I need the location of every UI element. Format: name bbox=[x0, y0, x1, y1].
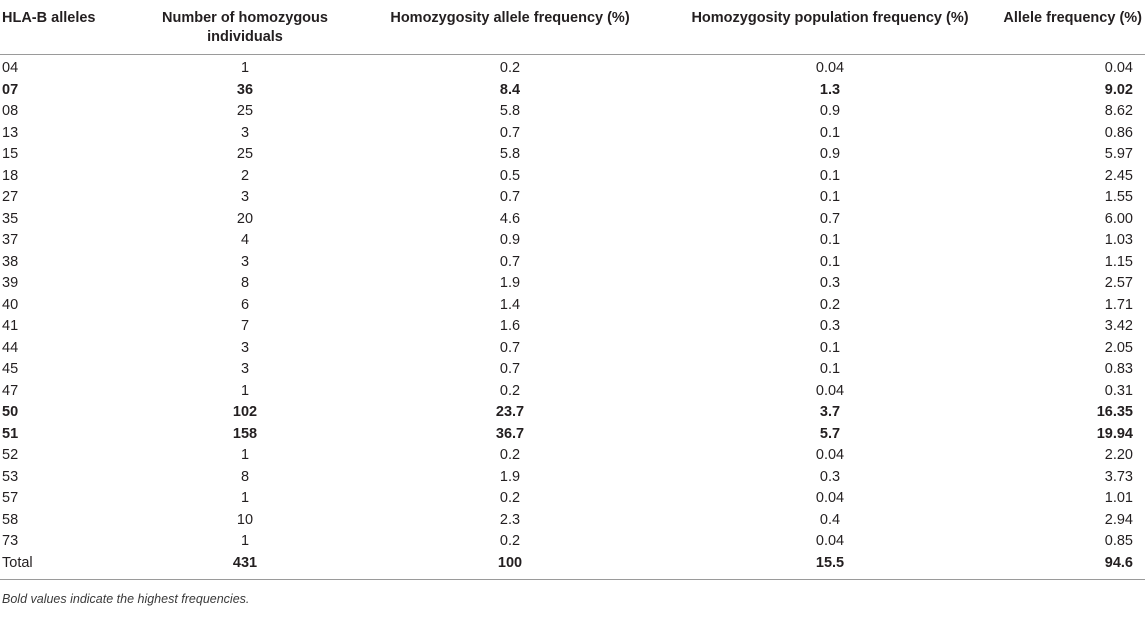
cell-allele-freq: 1.15 bbox=[1104, 253, 1133, 270]
cell-allele-freq: 2.94 bbox=[1104, 511, 1133, 528]
cell-allele: 47 bbox=[2, 382, 19, 399]
cell-allele-freq: 1.71 bbox=[1104, 296, 1133, 313]
cell-homozygosity-population-freq: 5.7 bbox=[819, 425, 841, 442]
cell-allele-freq: 2.45 bbox=[1104, 167, 1133, 184]
cell-homozygosity-allele-freq: 0.2 bbox=[499, 447, 521, 463]
cell-allele: 13 bbox=[2, 124, 19, 141]
cell-homozygous-count: 20 bbox=[236, 210, 254, 227]
total-homozygosity-allele-freq: 100 bbox=[340, 553, 680, 580]
cell-allele-freq: 0.85 bbox=[1104, 533, 1133, 549]
table-row bbox=[0, 166, 1145, 188]
cell-homozygosity-population-freq: 0.04 bbox=[815, 447, 845, 463]
cell-allele-freq: 8.62 bbox=[1104, 103, 1133, 119]
cell-allele: 27 bbox=[2, 189, 19, 205]
header-homozygosity-allele-frequency: Homozygosity allele frequency (%) bbox=[340, 0, 680, 55]
cell-homozygous-count: 1 bbox=[240, 60, 250, 76]
cell-homozygosity-allele-freq: 8.4 bbox=[499, 81, 521, 98]
cell-allele: 73 bbox=[2, 533, 19, 549]
cell-allele: 07 bbox=[2, 81, 19, 98]
cell-allele: 37 bbox=[2, 232, 19, 248]
cell-allele: 35 bbox=[2, 210, 19, 227]
cell-homozygosity-population-freq: 1.3 bbox=[819, 81, 841, 98]
cell-allele: 39 bbox=[2, 275, 19, 291]
cell-allele: 41 bbox=[2, 318, 19, 334]
table-row bbox=[0, 510, 1145, 532]
cell-allele-freq: 0.83 bbox=[1104, 361, 1133, 377]
table-row bbox=[0, 359, 1145, 381]
cell-allele: 15 bbox=[2, 146, 19, 162]
cell-homozygosity-allele-freq: 0.7 bbox=[499, 189, 521, 205]
cell-homozygosity-allele-freq: 36.7 bbox=[495, 425, 525, 442]
cell-homozygosity-allele-freq: 4.6 bbox=[499, 210, 521, 227]
cell-homozygous-count: 4 bbox=[240, 232, 250, 248]
cell-homozygosity-allele-freq: 5.8 bbox=[499, 146, 521, 162]
cell-homozygous-count: 8 bbox=[240, 275, 250, 291]
cell-homozygosity-allele-freq: 1.6 bbox=[499, 318, 521, 334]
cell-homozygosity-population-freq: 0.04 bbox=[815, 533, 845, 549]
cell-allele: 50 bbox=[2, 404, 19, 420]
cell-homozygosity-allele-freq: 0.2 bbox=[499, 533, 521, 549]
cell-homozygous-count: 3 bbox=[240, 339, 250, 356]
cell-homozygosity-allele-freq: 0.7 bbox=[499, 361, 521, 377]
cell-allele-freq: 1.55 bbox=[1104, 189, 1133, 205]
cell-homozygous-count: 1 bbox=[240, 490, 250, 506]
table-row bbox=[0, 80, 1145, 102]
header-hla-b-alleles: HLA-B alleles bbox=[0, 0, 150, 55]
cell-allele-freq: 2.05 bbox=[1104, 339, 1133, 356]
cell-homozygous-count: 2 bbox=[240, 167, 250, 184]
cell-homozygosity-population-freq: 0.1 bbox=[819, 339, 841, 356]
cell-homozygous-count: 3 bbox=[240, 124, 250, 141]
cell-allele-freq: 0.31 bbox=[1104, 382, 1133, 399]
cell-homozygous-count: 25 bbox=[236, 103, 254, 119]
table-row bbox=[0, 295, 1145, 317]
table-row bbox=[0, 123, 1145, 145]
cell-allele-freq: 9.02 bbox=[1104, 81, 1133, 98]
cell-homozygosity-population-freq: 0.9 bbox=[819, 146, 841, 162]
cell-allele: 52 bbox=[2, 447, 19, 463]
cell-allele: 44 bbox=[2, 339, 19, 356]
cell-allele-freq: 2.20 bbox=[1104, 447, 1133, 463]
cell-homozygosity-allele-freq: 0.5 bbox=[499, 167, 521, 184]
cell-homozygous-count: 8 bbox=[240, 468, 250, 485]
table-footnote: Bold values indicate the highest frequencies. bbox=[2, 592, 250, 606]
cell-homozygosity-population-freq: 0.9 bbox=[819, 103, 841, 119]
cell-allele: 40 bbox=[2, 296, 19, 313]
cell-allele-freq: 2.57 bbox=[1104, 275, 1133, 291]
cell-homozygosity-population-freq: 0.1 bbox=[819, 124, 841, 141]
cell-homozygosity-allele-freq: 0.2 bbox=[499, 490, 521, 506]
cell-homozygosity-population-freq: 0.04 bbox=[815, 382, 845, 399]
cell-homozygous-count: 25 bbox=[236, 146, 254, 162]
cell-homozygosity-allele-freq: 0.9 bbox=[499, 232, 521, 248]
cell-homozygosity-population-freq: 0.2 bbox=[819, 296, 841, 313]
table-row bbox=[0, 101, 1145, 123]
cell-homozygosity-population-freq: 3.7 bbox=[819, 404, 841, 420]
cell-allele: 51 bbox=[2, 425, 19, 442]
cell-homozygosity-population-freq: 0.1 bbox=[819, 361, 841, 377]
total-row bbox=[0, 553, 1145, 580]
table-row bbox=[0, 252, 1145, 274]
cell-homozygous-count: 7 bbox=[240, 318, 250, 334]
header-homozygosity-population-frequency: Homozygosity population frequency (%) bbox=[680, 0, 980, 55]
cell-allele-freq: 0.04 bbox=[1104, 60, 1133, 76]
cell-allele: 38 bbox=[2, 253, 19, 270]
cell-homozygosity-allele-freq: 0.2 bbox=[499, 60, 521, 76]
cell-allele-freq: 0.86 bbox=[1104, 124, 1133, 141]
cell-homozygosity-allele-freq: 1.9 bbox=[499, 275, 521, 291]
cell-allele-freq: 6.00 bbox=[1104, 210, 1133, 227]
cell-homozygous-count: 102 bbox=[232, 404, 258, 420]
table-row bbox=[0, 273, 1145, 295]
header-allele-frequency: Allele frequency (%) bbox=[980, 0, 1145, 55]
cell-homozygous-count: 3 bbox=[240, 189, 250, 205]
cell-allele: 45 bbox=[2, 361, 19, 377]
cell-homozygosity-allele-freq: 0.7 bbox=[499, 339, 521, 356]
total-label: Total bbox=[0, 553, 150, 580]
header-number-homozygous: Number of homozygous individuals bbox=[150, 0, 340, 55]
table-body bbox=[0, 55, 1145, 580]
cell-homozygous-count: 3 bbox=[240, 361, 250, 377]
table-row bbox=[0, 316, 1145, 338]
total-homozygosity-population-freq: 15.5 bbox=[680, 553, 980, 580]
cell-homozygous-count: 3 bbox=[240, 253, 250, 270]
cell-allele: 58 bbox=[2, 511, 19, 528]
cell-allele: 53 bbox=[2, 468, 19, 485]
cell-homozygosity-population-freq: 0.1 bbox=[819, 167, 841, 184]
table-row bbox=[0, 55, 1145, 80]
table-row bbox=[0, 402, 1145, 424]
cell-homozygosity-population-freq: 0.1 bbox=[819, 189, 841, 205]
cell-homozygosity-allele-freq: 5.8 bbox=[499, 103, 521, 119]
cell-homozygosity-allele-freq: 0.7 bbox=[499, 253, 521, 270]
cell-allele-freq: 1.03 bbox=[1104, 232, 1133, 248]
cell-homozygous-count: 158 bbox=[232, 425, 258, 442]
cell-allele-freq: 16.35 bbox=[1096, 404, 1133, 420]
cell-allele: 04 bbox=[2, 60, 19, 76]
table-row bbox=[0, 338, 1145, 360]
table-row bbox=[0, 381, 1145, 403]
cell-allele: 18 bbox=[2, 167, 19, 184]
table-row bbox=[0, 445, 1145, 467]
cell-homozygous-count: 1 bbox=[240, 382, 250, 399]
total-allele-freq: 94.6 bbox=[980, 553, 1145, 580]
table-row bbox=[0, 230, 1145, 252]
cell-homozygosity-allele-freq: 0.7 bbox=[499, 124, 521, 141]
cell-homozygosity-population-freq: 0.04 bbox=[815, 60, 845, 76]
header-row bbox=[0, 0, 1145, 55]
cell-homozygosity-population-freq: 0.04 bbox=[815, 490, 845, 506]
cell-allele-freq: 3.42 bbox=[1104, 318, 1133, 334]
cell-homozygous-count: 36 bbox=[236, 81, 254, 98]
cell-homozygosity-population-freq: 0.3 bbox=[819, 468, 841, 485]
table-row bbox=[0, 209, 1145, 231]
cell-homozygosity-allele-freq: 2.3 bbox=[499, 511, 521, 528]
table-row bbox=[0, 467, 1145, 489]
cell-homozygous-count: 10 bbox=[236, 511, 254, 528]
cell-allele-freq: 5.97 bbox=[1104, 146, 1133, 162]
cell-homozygosity-allele-freq: 23.7 bbox=[495, 404, 525, 420]
cell-homozygosity-population-freq: 0.1 bbox=[819, 232, 841, 248]
cell-allele-freq: 1.01 bbox=[1104, 490, 1133, 506]
table-header bbox=[0, 0, 1145, 55]
table-row bbox=[0, 488, 1145, 510]
total-homozygous-count: 431 bbox=[150, 553, 340, 580]
cell-allele: 08 bbox=[2, 103, 19, 119]
cell-allele: 57 bbox=[2, 490, 19, 506]
cell-homozygosity-population-freq: 0.4 bbox=[819, 511, 841, 528]
cell-homozygous-count: 1 bbox=[240, 533, 250, 549]
table-row bbox=[0, 187, 1145, 209]
cell-homozygous-count: 1 bbox=[240, 447, 250, 463]
cell-allele-freq: 3.73 bbox=[1104, 468, 1133, 485]
table-row bbox=[0, 144, 1145, 166]
table-row bbox=[0, 424, 1145, 446]
cell-homozygosity-allele-freq: 1.9 bbox=[499, 468, 521, 485]
table-row bbox=[0, 531, 1145, 553]
cell-homozygosity-allele-freq: 0.2 bbox=[499, 382, 521, 399]
cell-allele-freq: 19.94 bbox=[1096, 425, 1133, 442]
cell-homozygosity-population-freq: 0.3 bbox=[819, 318, 841, 334]
cell-homozygosity-population-freq: 0.3 bbox=[819, 275, 841, 291]
cell-homozygosity-allele-freq: 1.4 bbox=[499, 296, 521, 313]
cell-homozygous-count: 6 bbox=[240, 296, 250, 313]
cell-homozygosity-population-freq: 0.1 bbox=[819, 253, 841, 270]
cell-homozygosity-population-freq: 0.7 bbox=[819, 210, 841, 227]
